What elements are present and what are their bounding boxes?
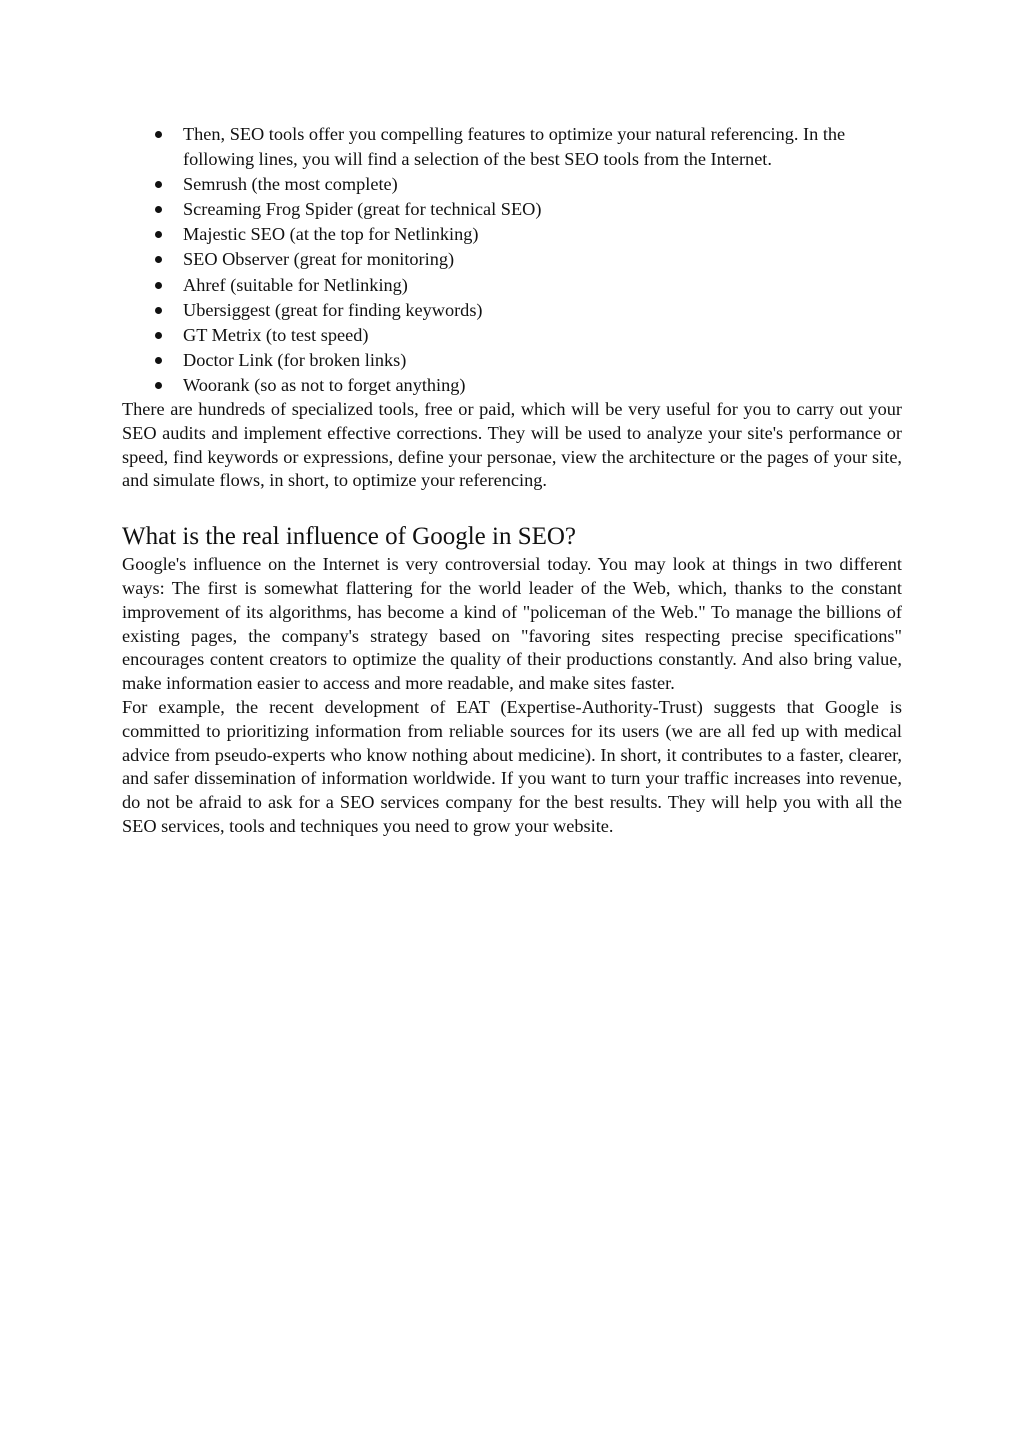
seo-tools-list — [122, 122, 902, 398]
list-item — [122, 298, 902, 323]
eat-paragraph: For example, the recent development of EAT (Expertise-Authority-Trust) suggests that Google is committed to prioritizing information from reliable sources for its users (we are all fed up with medical advice from pseudo-experts who know nothing about medicine). In short, it contributes to a faster, clearer, and safer dissemination of information worldwide. If you want to turn your traffic increases into revenue, do not be afraid to ask for a SEO services company for the best results. They will help you with all the SEO services, tools and techniques you need to grow your website. — [122, 697, 902, 836]
list-item — [122, 197, 902, 222]
bullet-icon — [155, 307, 162, 314]
list-item — [122, 273, 902, 298]
list-item — [122, 373, 902, 398]
list-item — [122, 323, 902, 348]
google-influence-paragraph: Google's influence on the Internet is very controversial today. You may look at things in two different ways: The first is somewhat flattering for the world leader of the Web, which, thanks to the constant improvement of its algorithms, has become a kind of "policeman of the Web." To manage the billions of existing pages, the company's strategy based on "favoring sites respecting precise specifications" encourages content creators to optimize the quality of their productions constantly. And also bring value, make information easier to access and more readable, and make sites faster. — [122, 554, 902, 694]
list-item-text: Ahref (suitable for Netlinking) — [183, 274, 408, 295]
list-item-text: Majestic SEO (at the top for Netlinking) — [183, 224, 479, 245]
list-item-text: Doctor Link (for broken links) — [183, 349, 407, 370]
list-item-text: SEO Observer (great for monitoring) — [183, 249, 455, 270]
list-item-text: GT Metrix (to test speed) — [183, 324, 369, 345]
bullet-icon — [155, 131, 162, 138]
bullet-icon — [155, 231, 162, 238]
bullet-icon — [155, 256, 162, 263]
list-item — [122, 247, 902, 272]
list-item-text: Screaming Frog Spider (great for technical SEO) — [183, 199, 542, 220]
bullet-icon — [155, 282, 162, 289]
list-item — [122, 122, 902, 172]
bullet-icon — [155, 357, 162, 364]
tools-paragraph: There are hundreds of specialized tools, free or paid, which will be very useful for you to carry out your SEO audits and implement effective corrections. They will be used to analyze your site's performance or speed, find keywords or expressions, define your personae, view the architecture or the pages of your site, and simulate flows, in short, to optimize your referencing. — [122, 399, 902, 491]
bullet-icon — [155, 181, 162, 188]
bullet-icon — [155, 382, 162, 389]
section-heading: What is the real influence of Google in SEO? — [122, 523, 577, 551]
list-item-text: Ubersiggest (great for finding keywords) — [183, 299, 483, 320]
bullet-icon — [155, 332, 162, 339]
list-item — [122, 222, 902, 247]
list-item-text: Semrush (the most complete) — [183, 174, 398, 195]
document-page — [122, 122, 902, 839]
bullet-icon — [155, 206, 162, 213]
list-item-text: Then, SEO tools offer you compelling features to optimize your natural referencing. In the following lines, you will find a selection of the best SEO tools from the Internet. — [183, 124, 846, 170]
list-item — [122, 348, 902, 373]
list-item-text: Woorank (so as not to forget anything) — [183, 374, 466, 395]
list-item — [122, 172, 902, 197]
